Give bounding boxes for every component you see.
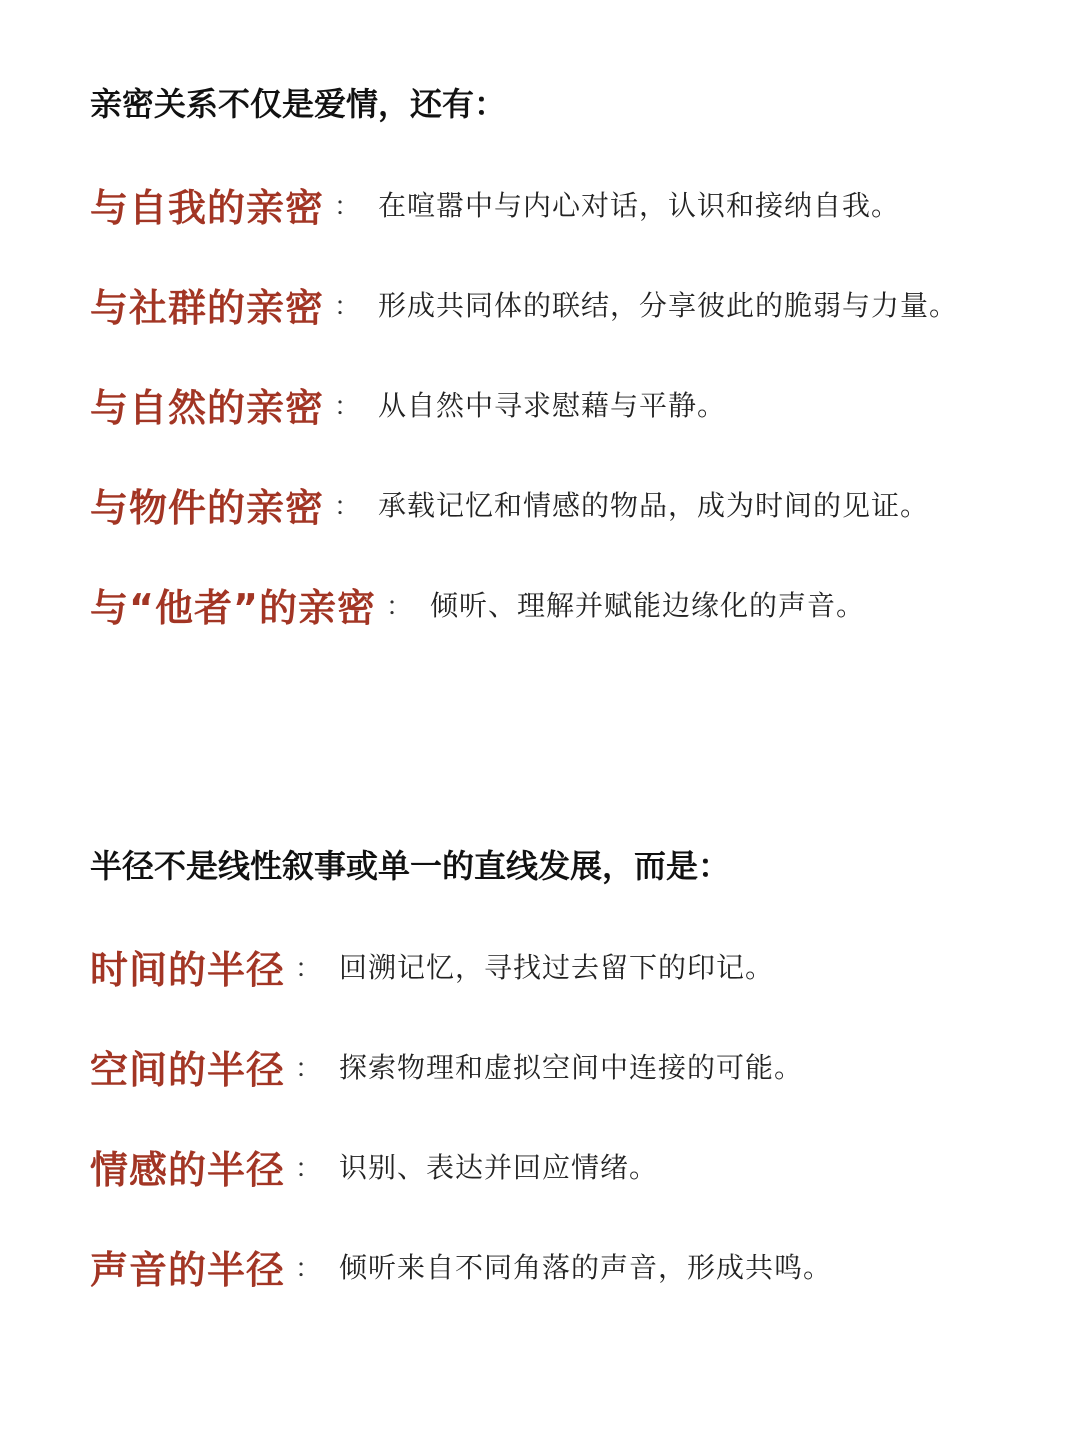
item-description: 形成共同体的联结，分享彼此的脆弱与力量。 [378, 289, 959, 322]
item-term: 与自我的亲密 [90, 185, 325, 230]
item-separator: ： [295, 1153, 322, 1184]
item-term: 声音的半径 [90, 1247, 286, 1292]
item-term: 与社群的亲密 [90, 285, 325, 330]
section2-item-sound [90, 1238, 832, 1294]
item-term: 与物件的亲密 [90, 485, 325, 530]
item-separator: ： [295, 953, 322, 984]
item-separator: ： [334, 491, 361, 522]
item-description: 从自然中寻求慰藉与平静。 [378, 389, 727, 422]
item-description: 倾听、理解并赋能边缘化的声音。 [429, 589, 865, 622]
section1-item-others [90, 576, 865, 632]
item-separator: ： [334, 291, 361, 322]
item-term: 与自然的亲密 [90, 385, 325, 430]
section2-item-space [90, 1038, 803, 1094]
item-term: 与“他者”的亲密 [90, 585, 376, 630]
section1-item-community [90, 276, 958, 332]
section2-item-time [90, 938, 774, 994]
item-separator: ： [334, 391, 361, 422]
section2-heading: 半径不是线性叙事或单一的直线发展，而是： [90, 847, 731, 885]
item-description: 识别、表达并回应情绪。 [339, 1151, 659, 1184]
section1-item-self [90, 176, 900, 232]
section1-heading: 亲密关系不仅是爱情，还有： [90, 85, 507, 123]
item-description: 在喧嚣中与内心对话，认识和接纳自我。 [378, 189, 901, 222]
item-description: 探索物理和虚拟空间中连接的可能。 [339, 1051, 804, 1084]
section1-item-objects [90, 476, 929, 532]
item-description: 回溯记忆，寻找过去留下的印记。 [339, 951, 775, 984]
item-separator: ： [295, 1253, 322, 1284]
item-term: 情感的半径 [90, 1147, 286, 1192]
item-term: 时间的半径 [90, 947, 286, 992]
section2-item-emotion [90, 1138, 658, 1194]
section1-item-nature [90, 376, 726, 432]
item-description: 倾听来自不同角落的声音，形成共鸣。 [339, 1251, 833, 1284]
item-separator: ： [385, 591, 412, 622]
item-separator: ： [334, 191, 361, 222]
item-description: 承载记忆和情感的物品，成为时间的见证。 [378, 489, 930, 522]
item-separator: ： [295, 1053, 322, 1084]
item-term: 空间的半径 [90, 1047, 286, 1092]
